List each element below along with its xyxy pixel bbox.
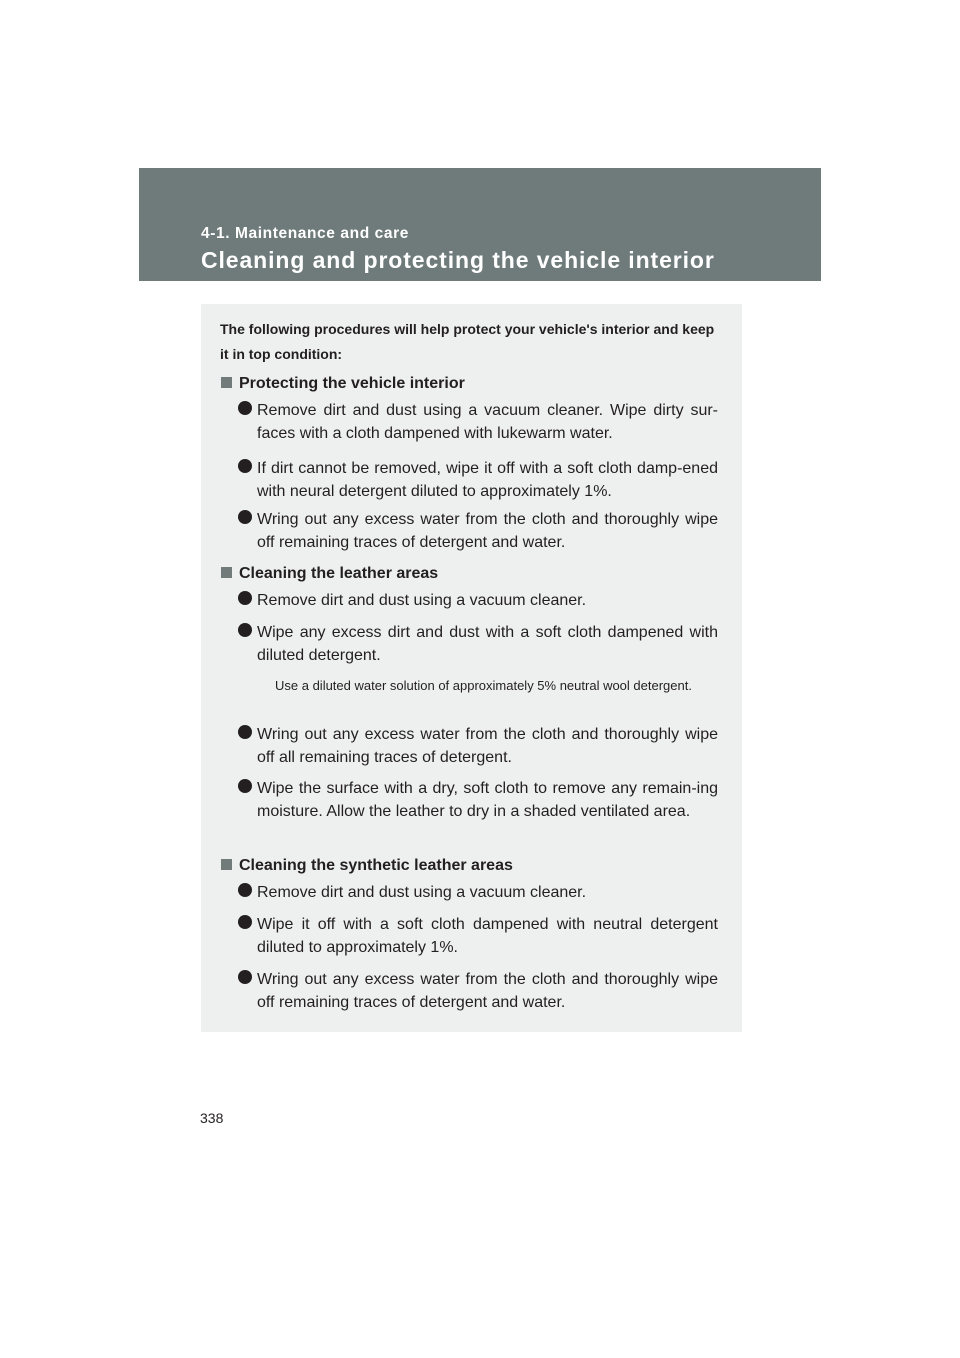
list-item [238,913,718,959]
filled-circle-icon [238,459,252,473]
list-item [238,968,718,1014]
list-item-text: Wring out any excess water from the cloth and thoroughly wipe off remaining traces of detergent and water. [257,971,718,1011]
section-heading-leather [221,563,721,585]
filled-circle-icon [238,623,252,637]
list-item [238,777,718,823]
filled-circle-icon [238,725,252,739]
list-item [238,399,718,445]
filled-circle-icon [238,883,252,897]
filled-circle-icon [238,970,252,984]
list-item [238,589,718,612]
intro-text: The following procedures will help protect your vehicle's interior and keep it in top condition: [220,321,715,362]
filled-circle-icon [238,779,252,793]
list-item-text: Remove dirt and dust using a vacuum cleaner. Wipe dirty sur-faces with a cloth dampened with lukewarm water. [257,402,718,442]
filled-circle-icon [238,915,252,929]
list-item-text: Remove dirt and dust using a vacuum cleaner. [257,592,587,609]
list-item-text: Remove dirt and dust using a vacuum cleaner. [257,884,587,901]
list-item-text: Wipe any excess dirt and dust with a soft cloth dampened with diluted detergent. [257,624,718,664]
page-title: Cleaning and protecting the vehicle interior [201,247,715,273]
list-item-text: If dirt cannot be removed, wipe it off with a soft cloth damp-ened with neural detergent diluted to approximately 1%. [257,460,718,500]
chapter-header-band [139,168,821,281]
page-number: 338 [200,1110,224,1126]
section-heading-protecting [221,373,721,395]
list-item-text: Wring out any excess water from the cloth and thoroughly wipe off remaining traces of detergent and water. [257,511,718,551]
square-bullet-icon [221,377,232,388]
content-panel [201,304,742,1032]
list-item [238,621,718,667]
section-heading-label: Cleaning the synthetic leather areas [239,857,513,874]
list-item [238,723,718,769]
square-bullet-icon [221,859,232,870]
section-heading-synthetic-leather [221,855,721,877]
list-item-text: Wipe the surface with a dry, soft cloth to remove any remain-ing moisture. Allow the leather to dry in a shaded ventilated area. [257,780,718,820]
square-bullet-icon [221,567,232,578]
section-heading-label: Protecting the vehicle interior [239,375,465,392]
list-item-text: Wring out any excess water from the cloth and thoroughly wipe off all remaining traces of detergent. [257,726,718,766]
filled-circle-icon [238,401,252,415]
note-text: Use a diluted water solution of approximately 5% neutral wool detergent. [275,678,692,693]
list-item [238,457,718,503]
list-item [238,881,718,904]
section-heading-label: Cleaning the leather areas [239,565,439,582]
filled-circle-icon [238,510,252,524]
section-label: 4-1. Maintenance and care [201,225,409,242]
list-item-text: Wipe it off with a soft cloth dampened with neutral detergent diluted to approximately 1%. [257,916,718,956]
filled-circle-icon [238,591,252,605]
list-item [238,508,718,554]
